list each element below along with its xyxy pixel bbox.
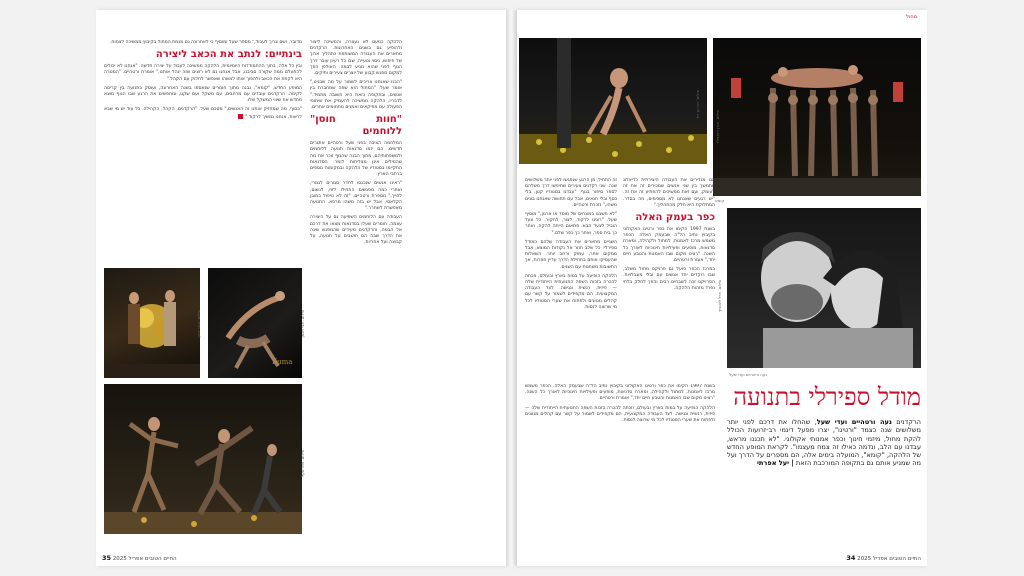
photo-credit: צילום: בכור דדון xyxy=(196,310,201,338)
dance-photo xyxy=(208,268,302,378)
lead-intro: הרקדנים xyxy=(896,418,921,426)
paragraph: הלהקה הופיעה על במות בארץ ובעולם, וזכתה להכרה בזכות השפה התנועתית הייחודית שלה — פיזית, רגשית ונגישה. לצד העבודה המקצועית, הם מקפידים לשמור על קשר עם קהלים מגוונים ולפתוח את שערי הסטודיו לכל מי שרוצה לנסות. xyxy=(525,273,617,310)
magazine-page-35 xyxy=(96,10,506,566)
byline: | יעל אפרתי xyxy=(756,459,794,468)
lead-text: , שהחלו את דרכם לפני יותר משלושים שנה כצמד "ורטיגו", יצרו מפעל דינמי רב-זרועות הכולל להקת מחול, מיזמי חינוך וכפר אמנותי אקולוגי. "לא תכננו מראש, עבדנו עם הלב, ונדמה כאילו זה צמח מעצמו". לקראת המופע החדש של הלהקה, "קומא", המועלה בימים אלה, הם מספרים על הדרך ועל מה שמניע אותם גם בתקופה המורכבת הזאת xyxy=(727,418,921,468)
subheading: "חוות חוסן" ללוחמים xyxy=(310,114,402,138)
dance-photo xyxy=(104,268,200,378)
subheading: כפר בעמק האלה xyxy=(635,212,715,224)
subheading: בינתיים: לנתב את הכאב ליצירה xyxy=(155,49,302,61)
article-title: מודל ספירלי בתנועה xyxy=(733,383,921,411)
paragraph: בשנת 1997 הקימו את כפר ורטיגו האקולוגי בקיבוץ נתיב הל"ה שבעמק האלה. הכפר משמש מרכז לאמנות, למחול ולקהילה, ומארח סדנאות, מופעים ופעילויות חינוכיות לאורך כל השנה. "רצינו מקום שבו האמנות והטבע חיים יחד," אומרת ורטהיים. xyxy=(623,227,715,264)
page-number: 35 xyxy=(102,554,112,562)
article-column xyxy=(623,178,715,378)
article-column xyxy=(104,40,302,280)
dance-photo xyxy=(104,384,302,534)
article-column xyxy=(525,384,715,544)
paragraph: במרכז הכפר פועל גם פרויקט מחול משלב, שבו רוקדים יחד אנשים עם ובלי מוגבלויות. הפרויקט זכה לשבחים רבים והפך לחלק בלתי נפרד מזהות הלהקה. xyxy=(623,267,715,291)
magazine-page-34 xyxy=(517,10,927,566)
page-folio xyxy=(102,554,177,562)
paragraph: העבודה עם הלוחמים השפיעה גם על היצירה עצמה. חומרים שעלו בסדנאות מצאו את דרכם אל הבמה, והרקדנים מעידים שהמפגש שינה את הדרך שבה הם חושבים על תנועה, על קבוצה ועל אחריות. xyxy=(310,215,402,246)
paragraph: "לא חשבנו במונחים של מוסד או ארגון," מוסיף שעל. "רצינו לרקוד, לצור, לחקור. כל צעד הוביל לצעד הבא. פתאום הייתה להקה, ואחר כך בית ספר, ואחר כך כפר שלם." xyxy=(525,212,617,236)
paragraph: השניים מתארים את העבודה שלהם כמודל ספירלי: כל שלב חוזר אל נקודות המוצא, אבל ממקום אחר, עמוק ורחב יותר. השאלות שהעסיקו אותם בתחילת הדרך עדיין חוזרות, אך התשובות משתנות עם השנים. xyxy=(525,239,617,270)
photo-label: קומא xyxy=(715,198,725,203)
photo-label: נעה ורטהיים ועדי שעל xyxy=(729,372,767,377)
dance-photo-icon xyxy=(208,268,302,378)
lead-names: נעה ורטהיים ועדי שעל xyxy=(816,418,892,426)
paragraph: "ראינו אנשים שנכנסו לחדר סגורים לגמרי, ואחרי כמה מפגשים התחילו לזוז, לנשום, לחייך," מספרת ורטהיים. "זה לא טיפול במובן הקלאסי, אבל יש בזה משהו מרפא. התנועה מאפשרת לשחרר." xyxy=(310,181,402,212)
dance-photo xyxy=(519,38,707,164)
magazine-gutter xyxy=(506,10,517,566)
paragraph: זה התחיל, מן הרגע שנפגשו לפני יותר משלושים שנה. שני רקדנים צעירים שחיפשו דרך משלהם לספר סיפור בגוף. "עבדנו בסטודיו קטן, בלי כסף ובלי תנאים, אבל עם תחושה שאנחנו בונים משהו," נזכרת ורטהיים. xyxy=(525,178,617,208)
paragraph: הם מגדירים את העבודה היצירתית כדיאלוג מתמשך בין שני אנשים שמכירים זה את זה לעומק, ועם זאת ממשיכים להפתיע זה את זה. "יש רגעים שאנחנו לא מסכימים, וזה בסדר. המחלוקת היא חלק מהתהליך." xyxy=(623,178,715,208)
page-folio xyxy=(846,554,921,562)
article-column xyxy=(525,178,617,378)
photo-credit: צילום: אבי ויסמן xyxy=(300,310,305,338)
end-mark-icon xyxy=(238,114,243,119)
portrait-photo-icon xyxy=(727,208,921,368)
section-mark: מחול xyxy=(906,14,917,20)
paragraph: "הבנו שאנחנו צריכים לשמור על מה שבנינו," אומר שעל. "המחול הוא שפה שמחברת בין אנשים, ובתקופה כזאת היא חשובה מתמיד." לדבריו, הלהקה ממשיכה להעמיק את שיתופי הפעולה עם מוזיקאים ואמנים מתחומים אחרים. xyxy=(310,80,402,111)
paragraph: הלהקה הופיעה על במות בארץ ובעולם, וזכתה להכרה בזכות השפה התנועתית הייחודית שלה — פיזית, רגשית ונגישה. לצד העבודה המקצועית, הם מקפידים לשמור על קשר עם קהלים מגוונים ולפתוח את שערי הסטודיו לכל מי שרוצה לנסות. xyxy=(525,405,715,424)
paragraph: "בסוף, מה שמחזיק אותנו זה האנשים," מסכם שעל. "הרקדנים, הקהל, הקהילה. כל עוד יש מי שבא לראות, אנחנו נמשיך לרקוד." xyxy=(104,107,302,120)
photo-credit: צילום: רוני בן דוד xyxy=(695,90,700,120)
paragraph: הלהקה כמעט לא נעצרה, והמשיכה ליצור ולהופיע גם בשנים האחרונות. הרקדנים מתארים את העבודה המשותפת כתהליך ארוך של חיפוש, ניסוי וטעייה, שבו כל רעיון עובר דרך הגוף לפני שהוא מגיע לבמה. האולפן הפך למקום מפגש קבוע של יוצרים צעירים ותיקים. xyxy=(310,40,402,77)
paragraph: המופע החדש, "קומא", נבנה מתוך חומרים שנאספו בשנה האחרונה, ועוסק בתנועה בין קריסה לקימה. הרקדנים עובדים עם מרחבים, עם משקל ועם שקט, ומחפשים את הרגע שבו הגוף מוצא מחדש את שיווי המשקל שלו. xyxy=(104,85,302,104)
article-lead xyxy=(727,418,921,468)
dance-photo-icon xyxy=(104,384,302,534)
article-column xyxy=(310,40,402,560)
folio-label: החיים הטובים אפריל 2025 xyxy=(857,556,921,562)
dance-photo xyxy=(713,38,921,196)
folio-label: החיים הטובים אפריל 2025 xyxy=(112,556,177,562)
dance-photo-icon xyxy=(713,38,921,196)
dance-photo-icon xyxy=(104,268,200,378)
photo-credit: צילום: אייל ליבוביץ xyxy=(717,280,722,312)
photo-credit: צילום: מיה שעל xyxy=(300,450,305,478)
photo-credit: צילום: אורן רוזנפלד xyxy=(715,110,720,144)
paragraph: בשנת 1997 הקימו את כפר ורטיגו האקולוגי בקיבוץ נתיב הל"ה שבעמק האלה. הכפר משמש מרכז לאמנות, למחול ולקהילה, ומארח סדנאות, מופעים ופעילויות חינוכיות לאורך כל השנה. "רצינו מקום שבו האמנות והטבע חיים יחד," אומרת ורטהיים. xyxy=(525,384,715,402)
paragraph: מדובר, ושם צריך לעבוד," מספר שעל ומוסיף כי לאחרונה גם מגמת המחול בקיבוץ ממשיכה לצמוח. xyxy=(109,40,302,45)
paragraph: המלחמה הציבה בפני שעל ורטהיים אתגרים חדשים. הם יזמו סדנאות תנועה ללוחמים ולמשפחותיהם, מתוך הבנה שהגוף זוכר את מה שהמילים אינן מצליחות לומר. הסדנאות התקיימו בסטודיו של הלהקה ובמקומות נוספים ברחבי הארץ. xyxy=(310,141,402,178)
svg-text:Kuma: Kuma xyxy=(272,358,293,366)
paragraph: ובין כל אלה, בתוך ההתמודדות היומיומית, הלהקה ממשיכה לעבוד על יצירה חדשה. "אנחנו לא יכולים להתעלם ממה שקורה סביבנו, אבל אנחנו גם לא רוצים שזה ינהל אותנו," אומרת ורטהיים. "המטרה היא לקחת את הכאב ולהפוך אותו למשהו שאפשר לחלוק עם הקהל." xyxy=(104,64,302,82)
portrait-photo xyxy=(727,208,921,368)
dance-photo-icon xyxy=(519,38,707,164)
page-number: 34 xyxy=(846,554,856,562)
